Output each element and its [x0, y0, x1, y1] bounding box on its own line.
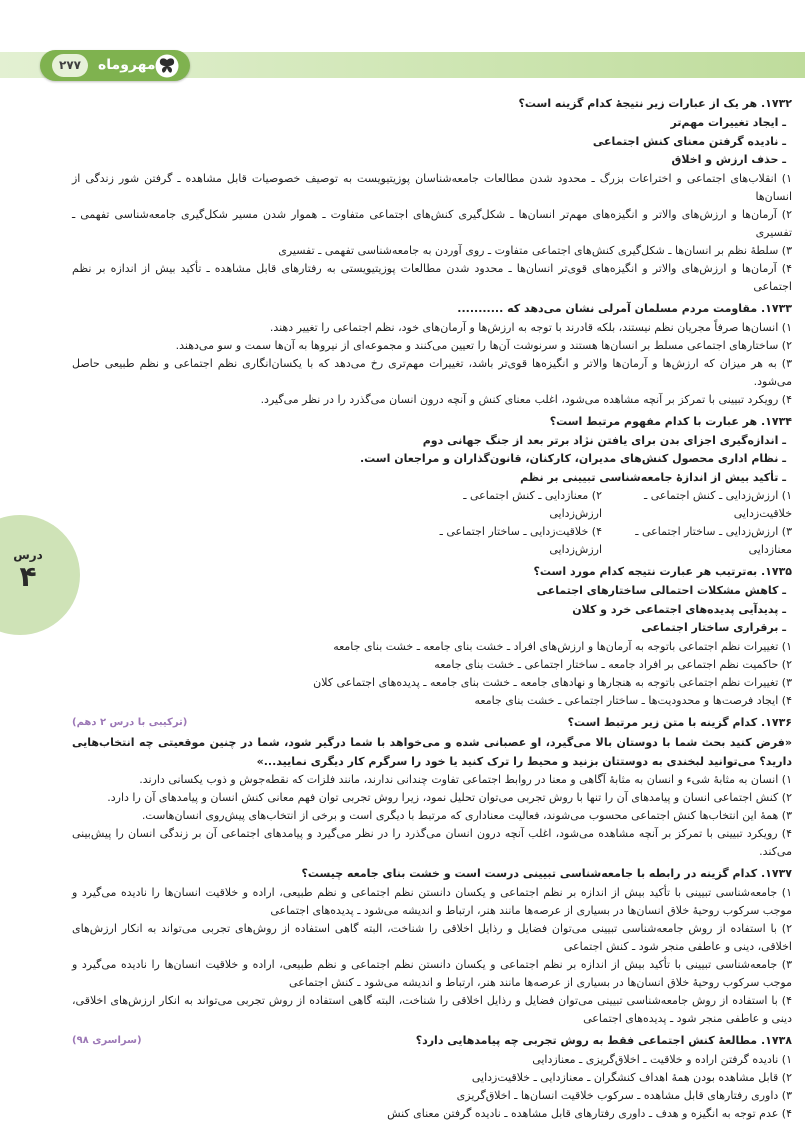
question-1737 — [72, 864, 792, 1028]
statement: ـ برقراری ساختار اجتماعی — [72, 619, 792, 638]
option: ۴) عدم توجه به انگیزه و هدف ـ داوری رفتارهای قابل مشاهده ـ نادیده گرفتن معنای کنش — [387, 1106, 792, 1120]
lesson-label: درس — [13, 548, 43, 562]
option: ۱) نادیده گرفتن اراده و خلاقیت ـ اخلاق‌گریزی ـ معنازدایی — [532, 1052, 792, 1066]
option: ۲) معنازدایی ـ کنش اجتماعی ـ ارزش‌زدایی — [463, 489, 602, 520]
question-title: ۱۷۳۶. کدام گزینه با متن زیر مرتبط است؟ — [567, 715, 792, 729]
option: ۴) خلاقیت‌زدایی ـ ساختار اجتماعی ـ ارزش‌زدایی — [439, 525, 602, 556]
option: ۱) انسان به مثابهٔ شیء و انسان به مثابهٔ آگاهی و معنا در روابط اجتماعی تفاوت چندانی ندارند، مانند فلزات که نقطه‌جوش و ذوب یکسانی دارند. — [139, 772, 792, 786]
option: ۴) رویکرد تبیینی با تمرکز بر آنچه مشاهده می‌شود، اغلب آنچه درون انسان می‌گذرد را در نظر می‌گیرد و پیامدهای اجتماعی آن بر زندگی انسان را پیش‌بینی می‌کند. — [72, 826, 792, 858]
question-title: ۱۷۳۵. به‌ترتیب هر عبارت نتیجه کدام مورد است؟ — [533, 565, 792, 578]
statement: ـ تأکید بیش از اندازهٔ جامعه‌شناسی تبیینی بر نظم — [72, 469, 792, 488]
question-list — [72, 94, 792, 1126]
option: ۱) انسان‌ها صرفاً مجریان نظم نیستند، بلکه قادرند با توجه به ارزش‌ها و آرمان‌های خود، نظم اجتماعی را تغییر دهند. — [269, 320, 792, 334]
option: ۳) جامعه‌شناسی تبیینی با تأکید بیش از اندازه بر نظم اجتماعی و یکسان دانستن نظم اجتماعی و نظم طبیعی، اراده و خلاقیت انسان‌ها را نادیده می‌گیرد و موجب سرکوب روحیهٔ خلاق انسان‌ها در بسیاری از عرصه‌ها مانند هنر، ارتباط و اندیشه می‌شود ـ کنش اجتماعی — [72, 957, 792, 989]
page-number: ۲۷۷ — [52, 54, 88, 77]
option: ۴) رویکرد تبیینی با تمرکز بر آنچه مشاهده می‌شود، اغلب معنای کنش و آنچه درون انسان می‌گذرد را در نظر می‌گیرد. — [260, 392, 792, 406]
option: ۱) انقلاب‌های اجتماعی و اختراعات بزرگ ـ محدود شدن مطالعات جامعه‌شناسان پوزیتیویست به توصیف خصوصیات قابل مشاهده ـ گرفتن شور زندگی از انسان‌ها — [72, 171, 792, 203]
statement: ـ نظام اداری محصول کنش‌های مدیران، کارکنان، قانون‌گذاران و مراجعان است. — [72, 450, 792, 469]
question-1736 — [72, 713, 792, 861]
statement: ـ پدیدآیی پدیده‌های اجتماعی خرد و کلان — [72, 601, 792, 620]
statement: ـ اندازه‌گیری اجزای بدن برای یافتن نژاد برتر بعد از جنگ جهانی دوم — [72, 432, 792, 451]
option: ۳) ارزش‌زدایی ـ ساختار اجتماعی ـ معنازدایی — [635, 525, 792, 556]
source-tag: (سراسری ۹۸) — [72, 1034, 142, 1046]
option: ۳) همهٔ این انتخاب‌ها کنش اجتماعی محسوب می‌شوند، فعالیت معناداری که مرتبط با دیگری است و برخی از انتخاب‌های پیش‌روی انسان‌هاست. — [141, 808, 792, 822]
question-1735 — [72, 562, 792, 710]
option: ۴) آرمان‌ها و ارزش‌های والاتر و انگیزه‌های قوی‌تر انسان‌ها ـ محدود شدن مطالعات پوزیتیویستی به رفتارهای قابل مشاهده ـ تأکید بیش از اندازه بر نظم اجتماعی — [72, 261, 792, 293]
question-1733 — [72, 299, 792, 409]
option: ۲) قابل مشاهده بودن همهٔ اهداف کنشگران ـ معنازدایی ـ خلاقیت‌زدایی — [471, 1070, 792, 1084]
butterfly-icon — [155, 54, 179, 78]
brand-name: مهروماه — [98, 57, 156, 73]
option: ۲) با استفاده از روش جامعه‌شناسی تبیینی می‌توان فضایل و رذایل اخلاقی را شناخت، البته گاهی استفاده از روش‌های تجربی می‌تواند به انکار ارزش‌های اخلاقی، دینی و عاطفی منجر شود ـ کنش اجتماعی — [72, 921, 792, 953]
option: ۱) تغییرات نظم اجتماعی باتوجه به آرمان‌ها و ارزش‌های افراد ـ خشت بنای جامعه ـ خشت بنای جامعه — [333, 639, 792, 653]
question-1734 — [72, 412, 792, 560]
statement: ـ ایجاد تغییرات مهم‌تر — [72, 114, 792, 133]
option: ۲) ساختارهای اجتماعی مسلط بر انسان‌ها هستند و سرنوشت آن‌ها را تعیین می‌کنند و مجموعه‌ای از نیروها به آن‌ها سمت و سو می‌دهند. — [175, 338, 792, 352]
option: ۳) سلطهٔ نظم بر انسان‌ها ـ شکل‌گیری کنش‌های اجتماعی متفاوت ـ روی آوردن به جامعه‌شناسی تفهمی ـ تفسیری — [278, 243, 792, 257]
question-1732 — [72, 94, 792, 296]
question-title: ۱۷۳۷. کدام گزینه در رابطه با جامعه‌شناسی تبیینی درست است و خشت بنای جامعه چیست؟ — [301, 866, 792, 880]
statement: ـ نادیده گرفتن معنای کنش اجتماعی — [72, 133, 792, 152]
option: ۱) جامعه‌شناسی تبیینی با تأکید بیش از اندازه بر نظم اجتماعی و یکسان دانستن نظم اجتماعی و نظم طبیعی، اراده و خلاقیت انسان‌ها را نادیده می‌گیرد و موجب سرکوب روحیهٔ خلاق انسان‌ها در بسیاری از عرصه‌ها مانند هنر، ارتباط و اندیشه می‌شود ـ پدیده‌های اجتماعی — [72, 885, 792, 917]
statement: ـ حذف ارزش و اخلاق — [72, 151, 792, 170]
lesson-number: ۴ — [19, 560, 37, 593]
question-title: ۱۷۳۸. مطالعهٔ کنش اجتماعی فقط به روش تجربی چه پیامدهایی دارد؟ — [415, 1033, 792, 1047]
option: ۴) با استفاده از روش جامعه‌شناسی تبیینی می‌توان فضایل و رذایل اخلاقی را شناخت، البته گاهی استفاده از روش تجربی می‌تواند به انکار ارزش‌های اخلاقی، دینی و عاطفی منجر شود ـ پدیده‌های اجتماعی — [72, 993, 792, 1025]
statement: ـ کاهش مشکلات احتمالی ساختارهای اجتماعی — [72, 582, 792, 601]
option: ۳) داوری رفتارهای قابل مشاهده ـ سرکوب خلاقیت انسان‌ها ـ اخلاق‌گریزی — [456, 1088, 792, 1102]
question-title: ۱۷۳۳. مقاومت مردم مسلمان آمرلی نشان می‌دهد که ........... — [457, 301, 792, 315]
question-intro: «فرض کنید بحث شما با دوستان بالا می‌گیرد، او عصبانی شده و می‌خواهد با شما درگیر شود، شما در چنین موقعیتی چه انتخاب‌هایی دارید؟ می‌توانید لبخندی به دوستتان بزنید و محیط را ترک کنید یا خود را سرگرم کار دیگری نمایید...» — [72, 735, 792, 768]
question-1738 — [72, 1031, 792, 1123]
option: ۳) تغییرات نظم اجتماعی باتوجه به هنجارها و نهادهای جامعه ـ خشت بنای جامعه ـ پدیده‌های اجتماعی کلان — [313, 675, 792, 689]
option: ۲) آرمان‌ها و ارزش‌های والاتر و انگیزه‌های مهم‌تر انسان‌ها ـ شکل‌گیری کنش‌های اجتماعی متفاوت ـ هموار شدن مسیر شکل‌گیری جامعه‌شناسی تفهمی ـ تفسیری — [72, 207, 792, 239]
option: ۴) ایجاد فرصت‌ها و محدودیت‌ها ـ ساختار اجتماعی ـ خشت بنای جامعه — [474, 693, 792, 707]
question-title: ۱۷۳۲. هر یک از عبارات زیر نتیجهٔ کدام گزینه است؟ — [518, 97, 792, 110]
option: ۱) ارزش‌زدایی ـ کنش اجتماعی ـ خلاقیت‌زدایی — [644, 489, 792, 520]
option: ۲) حاکمیت نظم اجتماعی بر افراد جامعه ـ ساختار اجتماعی ـ خشت بنای جامعه — [434, 657, 792, 671]
option: ۲) کنش اجتماعی انسان و پیامدهای آن را تنها با روش تجربی می‌توان تحلیل نمود، زیرا روش تجربی توان فهم معانی کنش انسان و پیامدهای آن را دارد. — [107, 790, 792, 804]
question-title: ۱۷۳۴. هر عبارت با کدام مفهوم مرتبط است؟ — [549, 414, 792, 428]
option: ۳) به هر میزان که ارزش‌ها و آرمان‌ها والاتر و انگیزه‌ها قوی‌تر باشد، تغییرات مهم‌تری رخ می‌دهد که با یکسان‌انگاری نظم اجتماعی و نظم طبیعی حاصل می‌شود. — [72, 356, 792, 388]
options-grid — [72, 487, 792, 559]
source-tag: (ترکیبی با درس ۲ دهم) — [72, 716, 188, 728]
